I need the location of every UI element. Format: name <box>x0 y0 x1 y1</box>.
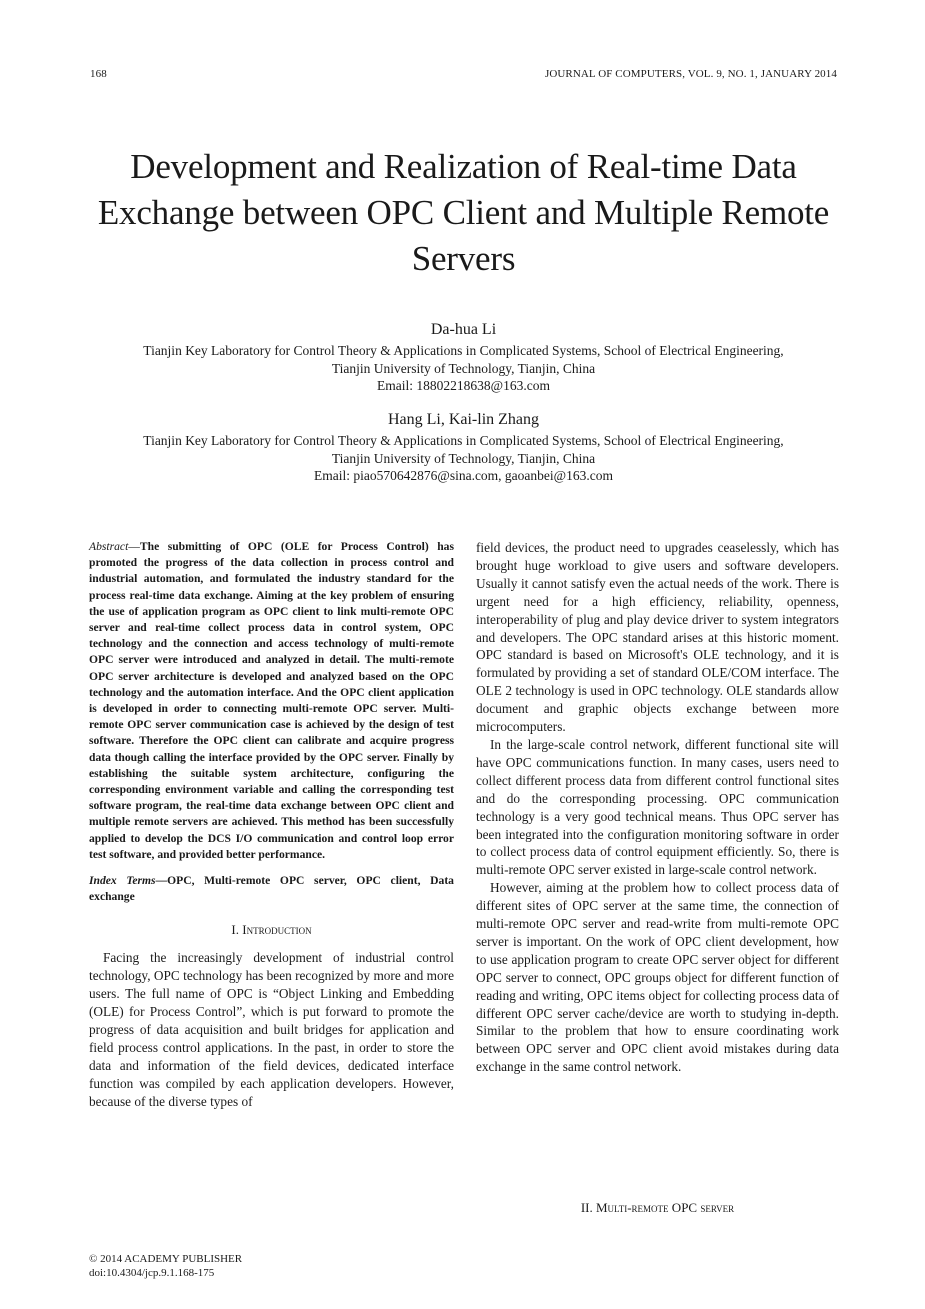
footer-doi: doi:10.4304/jcp.9.1.168-175 <box>89 1267 215 1279</box>
intro-paragraph: Facing the increasingly development of industrial control technology, OPC technology has been recognized by more and more users. The full name of OPC is “Object Linking and Embedding (OLE) for Process Control”, which is put forward to promote the progress of data acquisition and built bridges for application and field process control applications. In the past, in order to store the data and information of the field devices, dedicated interface function was compiled by each application developers. However, because of the diverse types of <box>89 950 454 1109</box>
author-block-2 <box>60 410 867 485</box>
body-paragraph: However, aiming at the problem how to collect process data of different sites of OPC server at the same time, the connection of multi-remote OPC server and read-write from multi-remote OPC server is important. On the work of OPC client development, how to use application program to create OPC server object for different OPC server to connect, OPC groups object for different function of reading and writing, OPC items object for collecting process data of different OPC server cache/device are worth to studying in-depth. Similar to the problem that how to ensure coordinating work between OPC server and OPC client avoid mistakes during data exchange in the same control network. <box>476 880 839 1075</box>
right-column <box>476 539 839 1076</box>
page-number: 168 <box>90 68 107 80</box>
author-affiliation: Tianjin University of Technology, Tianjin, China <box>331 450 596 466</box>
author-email: Email: 18802218638@163.com <box>377 378 550 393</box>
left-column <box>89 539 454 1111</box>
footer-publisher: © 2014 ACADEMY PUBLISHER <box>89 1253 243 1265</box>
body-paragraph: In the large-scale control network, different functional site will have OPC communications function. In many cases, users need to collect different process data from different control functional sites and do the corresponding processing. OPC communication technology is a very good technical means. Thus OPC server has been integrated into the configuration monitoring software in order to collect process data of control equipment efficiently. So, there is multi-remote OPC server existed in large-scale control network. <box>476 736 839 878</box>
section-heading-introduction: I. Introduction <box>231 922 312 938</box>
journal-header: JOURNAL OF COMPUTERS, VOL. 9, NO. 1, JANUARY 2014 <box>544 68 837 80</box>
index-terms-text: —OPC, Multi-remote OPC server, OPC client, Data exchange <box>89 874 454 904</box>
author-email: Email: piao570642876@sina.com, gaoanbei@163.com <box>314 468 613 483</box>
section-heading-multi-remote-opc-server: II. Multi-remote OPC server <box>580 1200 735 1215</box>
index-terms <box>89 873 454 905</box>
abstract-text: The submitting of OPC (OLE for Process Control) has promoted the progress of the data collection in process control and industrial automation, and formulated the industry standard for the process real-time data exchange. Aiming at the key problem of ensuring the use of application program as OPC client to link multi-remote OPC server and real-time collect process data in control system, OPC technology and the connection and access technology of multi-remote OPC server were introduced and analyzed in detail. The multi-remote OPC server architecture is developed and analyzed based on the OPC technology and the automation interface. And the OPC client application is developed in order to connecting multi-remote OPC server. Multi-remote OPC server communication case is achieved by the design of test software. Therefore the OPC client can calibrate and acquire progress data though calling the interface provided by the OPC server. Finally by establishing the suitable system architecture, configuring the corresponding environment variable and calling the corresponding test software program, the real-time data exchange between OPC client and multiple remote servers are achieved. This method has been successfully applied to develop the DCS I/O communication and control loop error test software, and provided better performance. <box>89 540 454 861</box>
author-name: Da-hua Li <box>430 321 497 338</box>
index-terms-label: Index Terms <box>89 874 156 888</box>
author-affiliation: Tianjin Key Laboratory for Control Theory & Applications in Complicated Systems, School of Electrical Engineering, <box>143 343 784 358</box>
author-affiliation: Tianjin Key Laboratory for Control Theory & Applications in Complicated Systems, School of Electrical Engineering, <box>143 433 784 448</box>
abstract-dash: — <box>128 540 140 553</box>
abstract <box>89 539 454 863</box>
author-affiliation: Tianjin University of Technology, Tianjin, China <box>331 360 596 376</box>
author-name: Hang Li, Kai-lin Zhang <box>387 411 540 428</box>
paper-title: Development and Realization of Real-time Data Exchange between OPC Client and Multiple Remote Servers <box>97 147 830 278</box>
abstract-label: Abstract <box>89 540 129 553</box>
author-block-1 <box>60 320 867 395</box>
footer <box>89 1252 242 1280</box>
body-paragraph: field devices, the product need to upgrades ceaselessly, which has brought huge workload to give users and software developers. Usually it cannot satisfy even the actual needs of the work. There is urgent need for a high efficiency, reliability, openness, interoperability of plug and play device driver to system integrators and developers. The OPC standard arises at this historic moment. OPC standard is based on Microsoft's OLE technology, and it is formulated by providing a set of standard OLE/COM interface. The OLE 2 technology is used in OPC technology. OLE standards allow document and graphic objects exchange between more microcomputers. <box>476 540 839 735</box>
